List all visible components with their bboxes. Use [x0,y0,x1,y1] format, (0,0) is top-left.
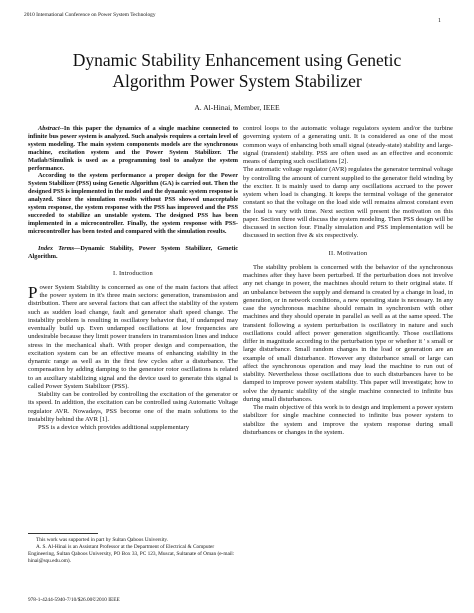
running-head: 2010 International Conference on Power System Technology [24,12,156,18]
abstract-text: --In this paper the dynamics of a single machine connected to infinite bus power system is analyzed. Such analysis requires a certain level of system modeling. The main system components models are the synchronous machine, excitation system and the Power System Stabilizer. The Matlab/Simulink is used as a programming tool to analyze the system performance. [28,125,238,172]
intro-paragraph-1-text: ower System Stability is concerned as one of the main factors that affect the power system in it's three main sectors: generation, transmission and distribution. There are several factors that can affect the stability of the system such as sudden load change, fault and generator shaft speed change. The instability problem is resulting in oscillatory behavior that, if undamped may eventually build up. Even undamped oscillations at low frequencies are undesirable because they limit power transfers in transmission lines and induce stress in the mechanical shaft. With proper design and compensation, the excitation system can be an effective means of enhancing stability in the dynamic range as well as in the first few cycles after a disturbance. The compensation by adding damping to the generator rotor oscillations is related to an auxiliary stabilizing signal and the device used to generate this signal is called Power System Stabilizer (PSS). [28,283,238,390]
intro-paragraph-2: Stability can be controlled by controlling the excitation of the generator or its speed. In addition, the excitation can be controlled using Automatic Voltage regulator AVR. Nowadays, PSS become one of the main solutions to the instability behind the AVR [1]. [28,391,238,423]
index-terms-tag: Index Terms [38,244,75,252]
section-heading-motivation: II. Motivation [328,249,368,257]
motivation-paragraph-1: The stability problem is concerned with the behavior of the synchronous machines after they have been perturbed. If the perturbation does not involve any net change in power, the machines should return to their original state. If an unbalance between the supply and demand is created by a change in load, in generation, or in network conditions, a new operating state is necessary. In any case the synchronous machine should remain in synchronism with other machines and they should operate in parallel as well as at the same speed. The transient following a system perturbation is oscillatory in nature and such oscillations could affect power generation significantly. Those oscillations differ in magnitude according to the perturbation type or whether it ' s small or large disturbance. Small random changes in the load or generation are an example of small disturbance. However any disturbance small or large can affect the synchronous operation and may lead the machine to run out of stability. Nevertheless those oscillations due to such disturbances have to be damped to improve power system stability. This paper will investigate; how to solve the dynamic stability of the single machine connected to infinite bus during small disturbances. [243,263,453,403]
drop-cap: P [28,282,38,302]
index-terms-text: —Dynamic Stability, Power System Stabilizer, Genetic Algorithm. [28,244,238,260]
section-heading-introduction: I. Introduction [113,269,153,277]
page-number: 1 [438,18,441,24]
footnote-funding: This work was supported in part by Sultan Qaboos University. [36,537,169,543]
motivation-paragraph-2: The main objective of this work is to design and implement a power system stabilizer for single machine connected to infinite bus power system to stabilize the system and improve the system response during small disturbances or changes in the system. [243,404,453,436]
title-line-2: Algorithm Power System Stabilizer [112,71,362,91]
right-paragraph-1: control loops to the automatic voltage regulators system and/or the turbine governing system of a generating unit. It is considered as one of the most common ways of enhancing both small signal (steady-state) stability and large-signal (transient) stability. PSS are often used as an effective and economic means of damping such oscillations [2]. [243,125,453,165]
abstract-paragraph-2: According to the system performance a proper design for the Power System Stabilizer (PSS) using Genetic Algorithm (GA) is carried out. Then the designed PSS is implemented in the model and the dynamic system response is analyzed. Since the simulation results without PSS showed unacceptable system response, the system response with the PSS has improved and the PSS succeeded to stabilize an unstable system. The designed PSS has been implemented in a microcontroller. Finally, the system response with PSS-microcontroller has been tested and compared with the simulation results. [28,172,239,235]
footnote-divider [28,533,98,534]
title-line-1: Dynamic Stability Enhancement using Genetic [72,50,402,70]
abstract-paragraph [28,125,238,172]
intro-paragraph-1 [28,284,238,391]
footnotes [28,537,238,565]
intro-paragraph-3: PSS is a device which provides additional supplementary [38,424,190,431]
index-terms [28,245,238,261]
paper-title [0,50,474,92]
footnote-author-affiliation: A. S. Al-Hinai is an Assistant Professor at the Department of Electrical & Computer Engineering, Sultan Qaboos University, PO Box 33, PC 123, Muscat, Sultanate of Oman (e-mail: hinai@squ.edu.om). [28,544,235,564]
left-column [28,125,238,432]
right-paragraph-2: The automatic voltage regulator (AVR) regulates the generator terminal voltage by controlling the amount of current supplied to the generator field winding by the exciter. It is mainly used to damp any oscillations accrued to the power system when load is changing. It keeps the terminal voltage of the generator constant so that the voltage on the load side will remains almost constant even the load is vary with time. Next section will present the motivation on this paper. Section three will discuss the system modeling. Then PSS design will be discussed in section four. Finally simulation and PSS implementation will be discussed in section five & six respectively. [243,166,453,240]
isbn-copyright: 978-1-4244-5940-7/10/$26.00©2010 IEEE [28,597,120,603]
abstract-tag: Abstract [38,125,60,132]
author-line: A. Al-Hinai, Member, IEEE [194,103,280,112]
right-column [243,125,453,437]
